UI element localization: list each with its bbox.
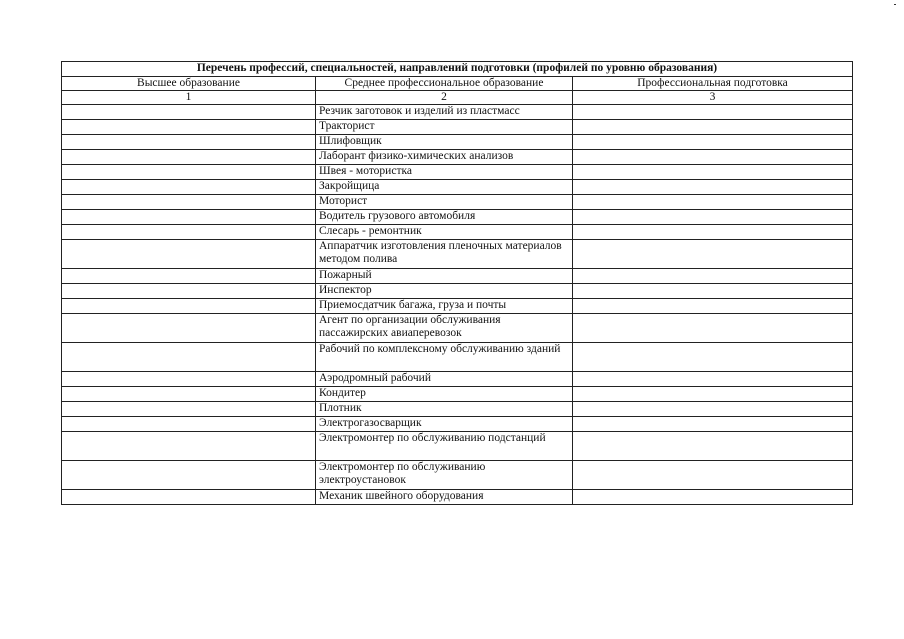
- table-row: [62, 180, 853, 195]
- cell-higher-education: [62, 299, 316, 314]
- table-row: [62, 343, 853, 372]
- cell-secondary-education: Кондитер: [316, 387, 573, 402]
- cell-secondary-education: Лаборант физико-химических анализов: [316, 150, 573, 165]
- cell-secondary-education: Слесарь - ремонтник: [316, 225, 573, 240]
- cell-higher-education: [62, 372, 316, 387]
- cell-professional-training: [573, 210, 853, 225]
- cell-secondary-education: Электромонтер по обслуживанию электроустановок: [316, 461, 573, 490]
- table-row: [62, 372, 853, 387]
- cell-higher-education: [62, 165, 316, 180]
- cell-higher-education: [62, 180, 316, 195]
- table-row: [62, 225, 853, 240]
- table-row: [62, 402, 853, 417]
- cell-professional-training: [573, 343, 853, 372]
- table-row: [62, 490, 853, 505]
- cell-professional-training: [573, 402, 853, 417]
- cell-higher-education: [62, 269, 316, 284]
- table-row: [62, 240, 853, 269]
- cell-professional-training: [573, 180, 853, 195]
- cell-secondary-education: Электрогазосварщик: [316, 417, 573, 432]
- professions-table: [61, 61, 853, 505]
- cell-secondary-education: Резчик заготовок и изделий из пластмасс: [316, 105, 573, 120]
- cell-secondary-education: Тракторист: [316, 120, 573, 135]
- cell-higher-education: [62, 490, 316, 505]
- table-row: [62, 105, 853, 120]
- cell-secondary-education: Водитель грузового автомобиля: [316, 210, 573, 225]
- cell-higher-education: [62, 225, 316, 240]
- cell-higher-education: [62, 210, 316, 225]
- table-row: [62, 432, 853, 461]
- cell-secondary-education: Аэродромный рабочий: [316, 372, 573, 387]
- cell-secondary-education: Шлифовщик: [316, 135, 573, 150]
- table-row: [62, 314, 853, 343]
- cell-professional-training: [573, 284, 853, 299]
- table-row: [62, 284, 853, 299]
- cell-professional-training: [573, 372, 853, 387]
- cell-professional-training: [573, 387, 853, 402]
- column-header-professional-training: Профессиональная подготовка: [573, 77, 853, 91]
- cell-professional-training: [573, 432, 853, 461]
- cell-secondary-education: Плотник: [316, 402, 573, 417]
- cell-secondary-education: Агент по организации обслуживания пассажирских авиаперевозок: [316, 314, 573, 343]
- cell-professional-training: [573, 490, 853, 505]
- cell-professional-training: [573, 461, 853, 490]
- scan-mark: [894, 4, 896, 5]
- table-row: [62, 210, 853, 225]
- cell-secondary-education: Рабочий по комплексному обслуживанию зданий: [316, 343, 573, 372]
- table-row: [62, 150, 853, 165]
- column-header-higher-education: Высшее образование: [62, 77, 316, 91]
- cell-secondary-education: Моторист: [316, 195, 573, 210]
- table-row: [62, 195, 853, 210]
- cell-professional-training: [573, 195, 853, 210]
- cell-professional-training: [573, 105, 853, 120]
- cell-secondary-education: Механик швейного оборудования: [316, 490, 573, 505]
- cell-secondary-education: Закройщица: [316, 180, 573, 195]
- cell-professional-training: [573, 417, 853, 432]
- cell-higher-education: [62, 284, 316, 299]
- cell-secondary-education: Аппаратчик изготовления пленочных материалов методом полива: [316, 240, 573, 269]
- table-row: [62, 165, 853, 180]
- cell-secondary-education: Швея - мотористка: [316, 165, 573, 180]
- cell-higher-education: [62, 150, 316, 165]
- cell-professional-training: [573, 120, 853, 135]
- cell-higher-education: [62, 432, 316, 461]
- table-row: [62, 417, 853, 432]
- cell-professional-training: [573, 150, 853, 165]
- table-row: [62, 135, 853, 150]
- column-header-secondary-education: Среднее профессиональное образование: [316, 77, 573, 91]
- cell-professional-training: [573, 299, 853, 314]
- cell-higher-education: [62, 402, 316, 417]
- cell-secondary-education: Инспектор: [316, 284, 573, 299]
- cell-professional-training: [573, 240, 853, 269]
- cell-higher-education: [62, 105, 316, 120]
- cell-professional-training: [573, 269, 853, 284]
- table-title: Перечень профессий, специальностей, направлений подготовки (профилей по уровню образования): [62, 62, 853, 77]
- cell-secondary-education: Приемосдатчик багажа, груза и почты: [316, 299, 573, 314]
- table-row: [62, 269, 853, 284]
- table-body: [62, 105, 853, 505]
- table-row: [62, 299, 853, 314]
- cell-professional-training: [573, 135, 853, 150]
- cell-higher-education: [62, 195, 316, 210]
- cell-higher-education: [62, 314, 316, 343]
- table-row: [62, 461, 853, 490]
- cell-higher-education: [62, 343, 316, 372]
- cell-higher-education: [62, 120, 316, 135]
- cell-professional-training: [573, 165, 853, 180]
- table-row: [62, 120, 853, 135]
- column-number-2: 2: [316, 91, 573, 105]
- column-number-3: 3: [573, 91, 853, 105]
- cell-higher-education: [62, 135, 316, 150]
- cell-higher-education: [62, 240, 316, 269]
- cell-professional-training: [573, 225, 853, 240]
- cell-professional-training: [573, 314, 853, 343]
- cell-secondary-education: Пожарный: [316, 269, 573, 284]
- cell-higher-education: [62, 387, 316, 402]
- cell-higher-education: [62, 417, 316, 432]
- cell-higher-education: [62, 461, 316, 490]
- column-number-1: 1: [62, 91, 316, 105]
- table-row: [62, 387, 853, 402]
- cell-secondary-education: Электромонтер по обслуживанию подстанций: [316, 432, 573, 461]
